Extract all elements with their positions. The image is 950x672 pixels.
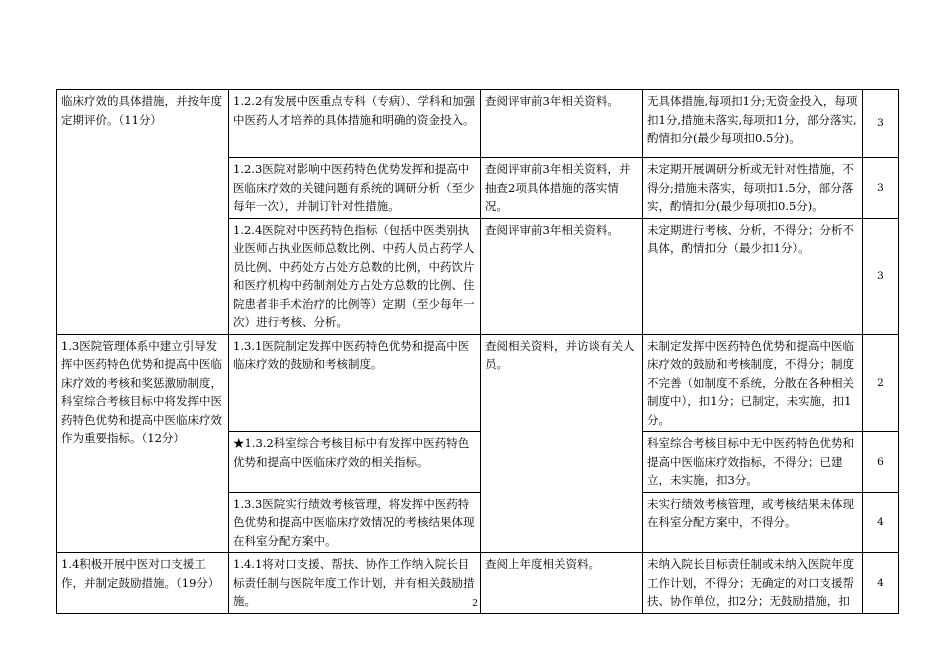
scoring-cell: 未定期开展调研分析或无针对性措施，不得分;措施未落实，每项扣1.5分，部分落实，酌情扣分(最少每项扣0.5分)。 [643,158,863,219]
score-cell: 4 [863,492,899,553]
standard-cell: 1.2.4医院对中医药特色指标（包括中医类别执业医师占执业医师总数比例、中药人员占药学人员比例、中药处方占处方总数的比例，中药饮片和医疗机构中药制剂处方占处方总数的比例、住院患者非手术治疗的比例等）定期（至少每年一次）进行考核、分析。 [229,218,481,334]
scoring-cell: 未定期进行考核、分析，不得分；分析不具体，酌情扣分（最少扣1分）。 [643,218,863,334]
standard-cell: 1.2.2有发展中医重点专科（专病）、学科和加强中医药人才培养的具体措施和明确的资金投入。 [229,90,481,158]
method-cell: 查阅评审前3年相关资料。 [481,218,643,334]
score-cell: 6 [863,432,899,493]
scoring-cell: 科室综合考核目标中无中医药特色优势和提高中医临床疗效指标，不得分；已建立，未实施，扣3分。 [643,432,863,493]
standard-cell: 1.3.3医院实行绩效考核管理，将发挥中医药特色优势和提高中医临床疗效情况的考核结果体现在科室分配方案中。 [229,492,481,553]
standard-cell: 1.3.1医院制定发挥中医药特色优势和提高中医临床疗效的鼓励和考核制度。 [229,334,481,432]
standard-cell: ★1.3.2科室综合考核目标中有发挥中医药特色优势和提高中医临床疗效的相关指标。 [229,432,481,493]
score-cell: 4 [863,553,899,614]
standard-cell: 1.2.3医院对影响中医药特色优势发挥和提高中医临床疗效的关键问题有系统的调研分析（至少每年一次），并制订针对性措施。 [229,158,481,219]
score-cell: 2 [863,334,899,432]
evaluation-table [56,89,899,614]
method-cell: 查阅评审前3年相关资料，并抽查2项具体措施的落实情况。 [481,158,643,219]
method-cell: 查阅上年度相关资料。 [481,553,643,614]
table-row [57,90,899,158]
score-cell: 3 [863,158,899,219]
method-cell: 查阅相关资料，并访谈有关人员。 [481,334,643,553]
table-row [57,334,899,432]
category-cell: 1.3医院管理体系中建立引导发挥中医药特色优势和提高中医临床疗效的考核和奖惩激励制度，科室综合考核目标中将发挥中医药特色优势和提高中医临床疗效作为重要指标。（12分） [57,334,229,553]
scoring-cell: 无具体措施,每项扣1分;无资金投入，每项扣1分,措施未落实,每项扣1分，部分落实,酌情扣分(最少每项扣0.5分)。 [643,90,863,158]
category-cell: 临床疗效的具体措施，并按年度定期评价。（11分） [57,90,229,335]
scoring-cell: 未制定发挥中医药特色优势和提高中医临床疗效的鼓励和考核制度，不得分；制度不完善（如制度不系统，分散在各种相关制度中），扣1分；已制定，未实施，扣1分。 [643,334,863,432]
standard-cell: 1.4.1将对口支援、帮扶、协作工作纳入院长目标责任制与医院年度工作计划，并有相关鼓励措施。 [229,553,481,614]
method-cell: 查阅评审前3年相关资料。 [481,90,643,158]
category-cell: 1.4积极开展中医对口支援工作，并制定鼓励措施。（19分） [57,553,229,614]
page-number: 2 [472,597,478,609]
scoring-cell: 未纳入院长目标责任制或未纳入医院年度工作计划，不得分；无确定的对口支援帮扶、协作单位，扣2分；无鼓励措施，扣 [643,553,863,614]
scoring-cell: 未实行绩效考核管理，或考核结果未体现在科室分配方案中，不得分。 [643,492,863,553]
score-cell: 3 [863,90,899,158]
score-cell: 3 [863,218,899,334]
